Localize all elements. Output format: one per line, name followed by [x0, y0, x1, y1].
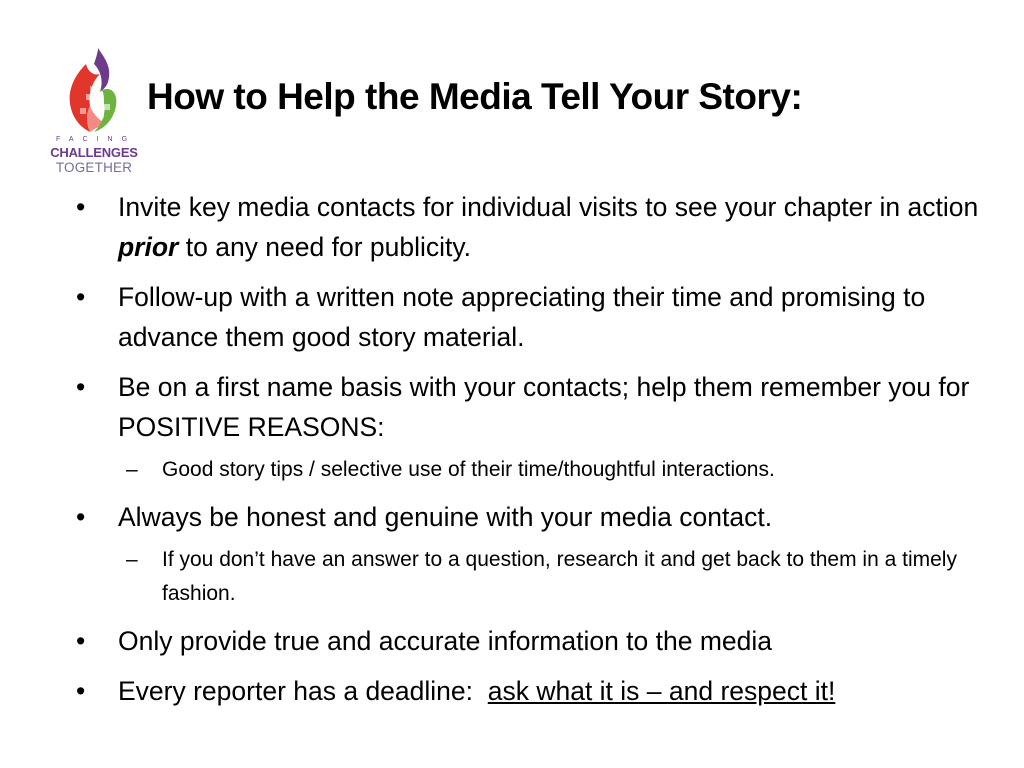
logo-together-text: TOGETHER: [55, 160, 133, 175]
bullet-text: Always be honest and genuine with your media contact.: [118, 502, 773, 532]
sub-bullet-text: Good story tips / selective use of their time/thoughtful interactions.: [162, 458, 775, 481]
sub-bullet-item: [74, 543, 984, 611]
bullet-text: to any need for publicity.: [178, 232, 472, 262]
flame-icon: [60, 46, 130, 134]
logo-challenges-text: CHALLENGES: [50, 145, 138, 160]
bullet-item: [74, 367, 984, 447]
dash-symbol: –: [126, 548, 138, 571]
bullet-item: [74, 671, 984, 711]
bullet-item: [74, 187, 984, 267]
bullet-text: Follow-up with a written note appreciating their time and promising to advance them good story material.: [118, 282, 926, 352]
bullet-symbol: •: [76, 676, 86, 706]
bullet-symbol: •: [76, 502, 86, 532]
bullet-symbol: •: [76, 282, 86, 312]
bullet-text: Every reporter has a deadline:: [118, 676, 488, 706]
logo-facing-text: FACING: [55, 136, 137, 143]
sub-bullet-text: If you don’t have an answer to a question, research it and get back to them in a timely fashion.: [162, 548, 957, 605]
bullet-text: Invite key media contacts for individual visits to see your chapter in action: [118, 192, 979, 222]
bullet-symbol: •: [76, 192, 86, 222]
emphasis-text: prior: [118, 232, 179, 262]
bullet-item: [74, 277, 984, 357]
dash-symbol: –: [126, 458, 138, 481]
bullet-item: [74, 621, 984, 661]
bullet-symbol: •: [76, 372, 86, 402]
logo: [44, 46, 144, 178]
slide-title: How to Help the Media Tell Your Story:: [147, 76, 803, 117]
sub-bullet-item: [74, 453, 984, 487]
underlined-text: ask what it is – and respect it!: [487, 676, 836, 706]
bullet-item: [74, 497, 984, 537]
bullet-list: [74, 187, 984, 711]
bullet-text: Be on a first name basis with your contacts; help them remember you for POSITIVE REASONS:: [118, 372, 970, 442]
bullet-symbol: •: [76, 626, 86, 656]
bullet-text: Only provide true and accurate information to the media: [118, 626, 773, 656]
